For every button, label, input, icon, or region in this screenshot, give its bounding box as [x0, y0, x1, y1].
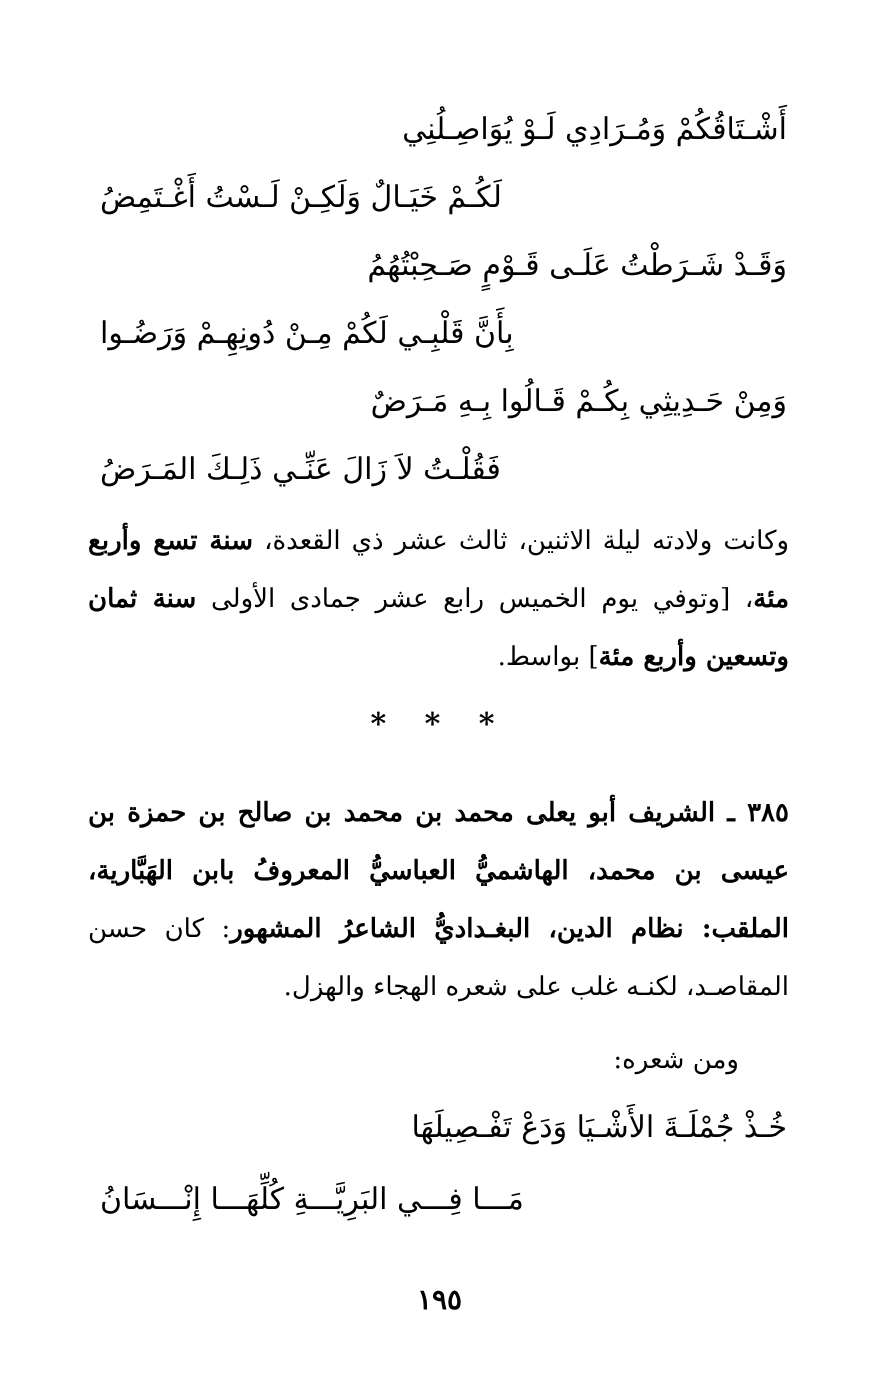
page-number: ١٩٥	[416, 1283, 463, 1316]
section-separator: * * *	[370, 707, 509, 742]
entry-heading: ٣٨٥ ـ الشريف أبو يعلى محمد بن محمد بن صالح بن حمزة بن عيسى بن محمد، الهاشميُّ العباسيُّ المعروفُ بابن الهَبَّارية، الملقب: نظام الدين، البغـداديُّ الشاعرُ المشهور	[88, 798, 789, 944]
death-place: ] بواسط.	[497, 642, 599, 672]
death-text: ، [وتوفي يوم الخميس رابع عشر جمادى الأولى	[196, 584, 754, 614]
birth-text: وكانت ولادته ليلة الاثنين، ثالث عشر ذي القعدة،	[253, 526, 789, 556]
verse-line-4: بِأَنَّ قَلْبِـي لَكُمْ مِـنْ دُونِهِـمْ وَرَضُـوا	[100, 316, 514, 351]
verse-line-1: أَشْـتَاقُكُمْ وَمُـرَادِي لَـوْ يُوَاصِـلُنِي	[402, 112, 787, 147]
biography-entry	[88, 784, 789, 1016]
verse-line-5: وَمِنْ حَـدِيثِي بِكُـمْ قَـالُوا بِـهِ مَـرَضٌ	[370, 384, 787, 419]
poem-intro: ومن شعره:	[613, 1045, 739, 1075]
death-year: سنة ثمان وتسعين وأربع مئة	[88, 584, 789, 672]
birth-year: سنة تسع وأربع مئة	[88, 526, 789, 614]
birth-death-paragraph	[88, 512, 789, 686]
verse-line-3: وَقَـدْ شَـرَطْتُ عَلَـى قَـوْمٍ صَـحِبْتُهُمُ	[367, 248, 787, 283]
verse-line-7: خُـذْ جُمْلَـةَ الأَشْـيَا وَدَعْ تَفْـصِيلَهَا	[411, 1110, 787, 1145]
verse-line-8: مَـــا فِـــي البَرِيَّـــةِ كُلِّهَـــا إِنْـــسَانُ	[100, 1182, 524, 1217]
verse-line-6: فَقُلْـتُ لاَ زَالَ عَنِّـي ذَلِـكَ المَـرَضُ	[100, 452, 501, 487]
verse-line-2: لَكُـمْ خَيَـالٌ وَلَكِـنْ لَـسْتُ أَغْـتَمِضُ	[100, 180, 502, 215]
entry-description: : كان حسن المقاصـد، لكنـه غلب على شعره الهجاء والهزل.	[88, 914, 789, 1002]
